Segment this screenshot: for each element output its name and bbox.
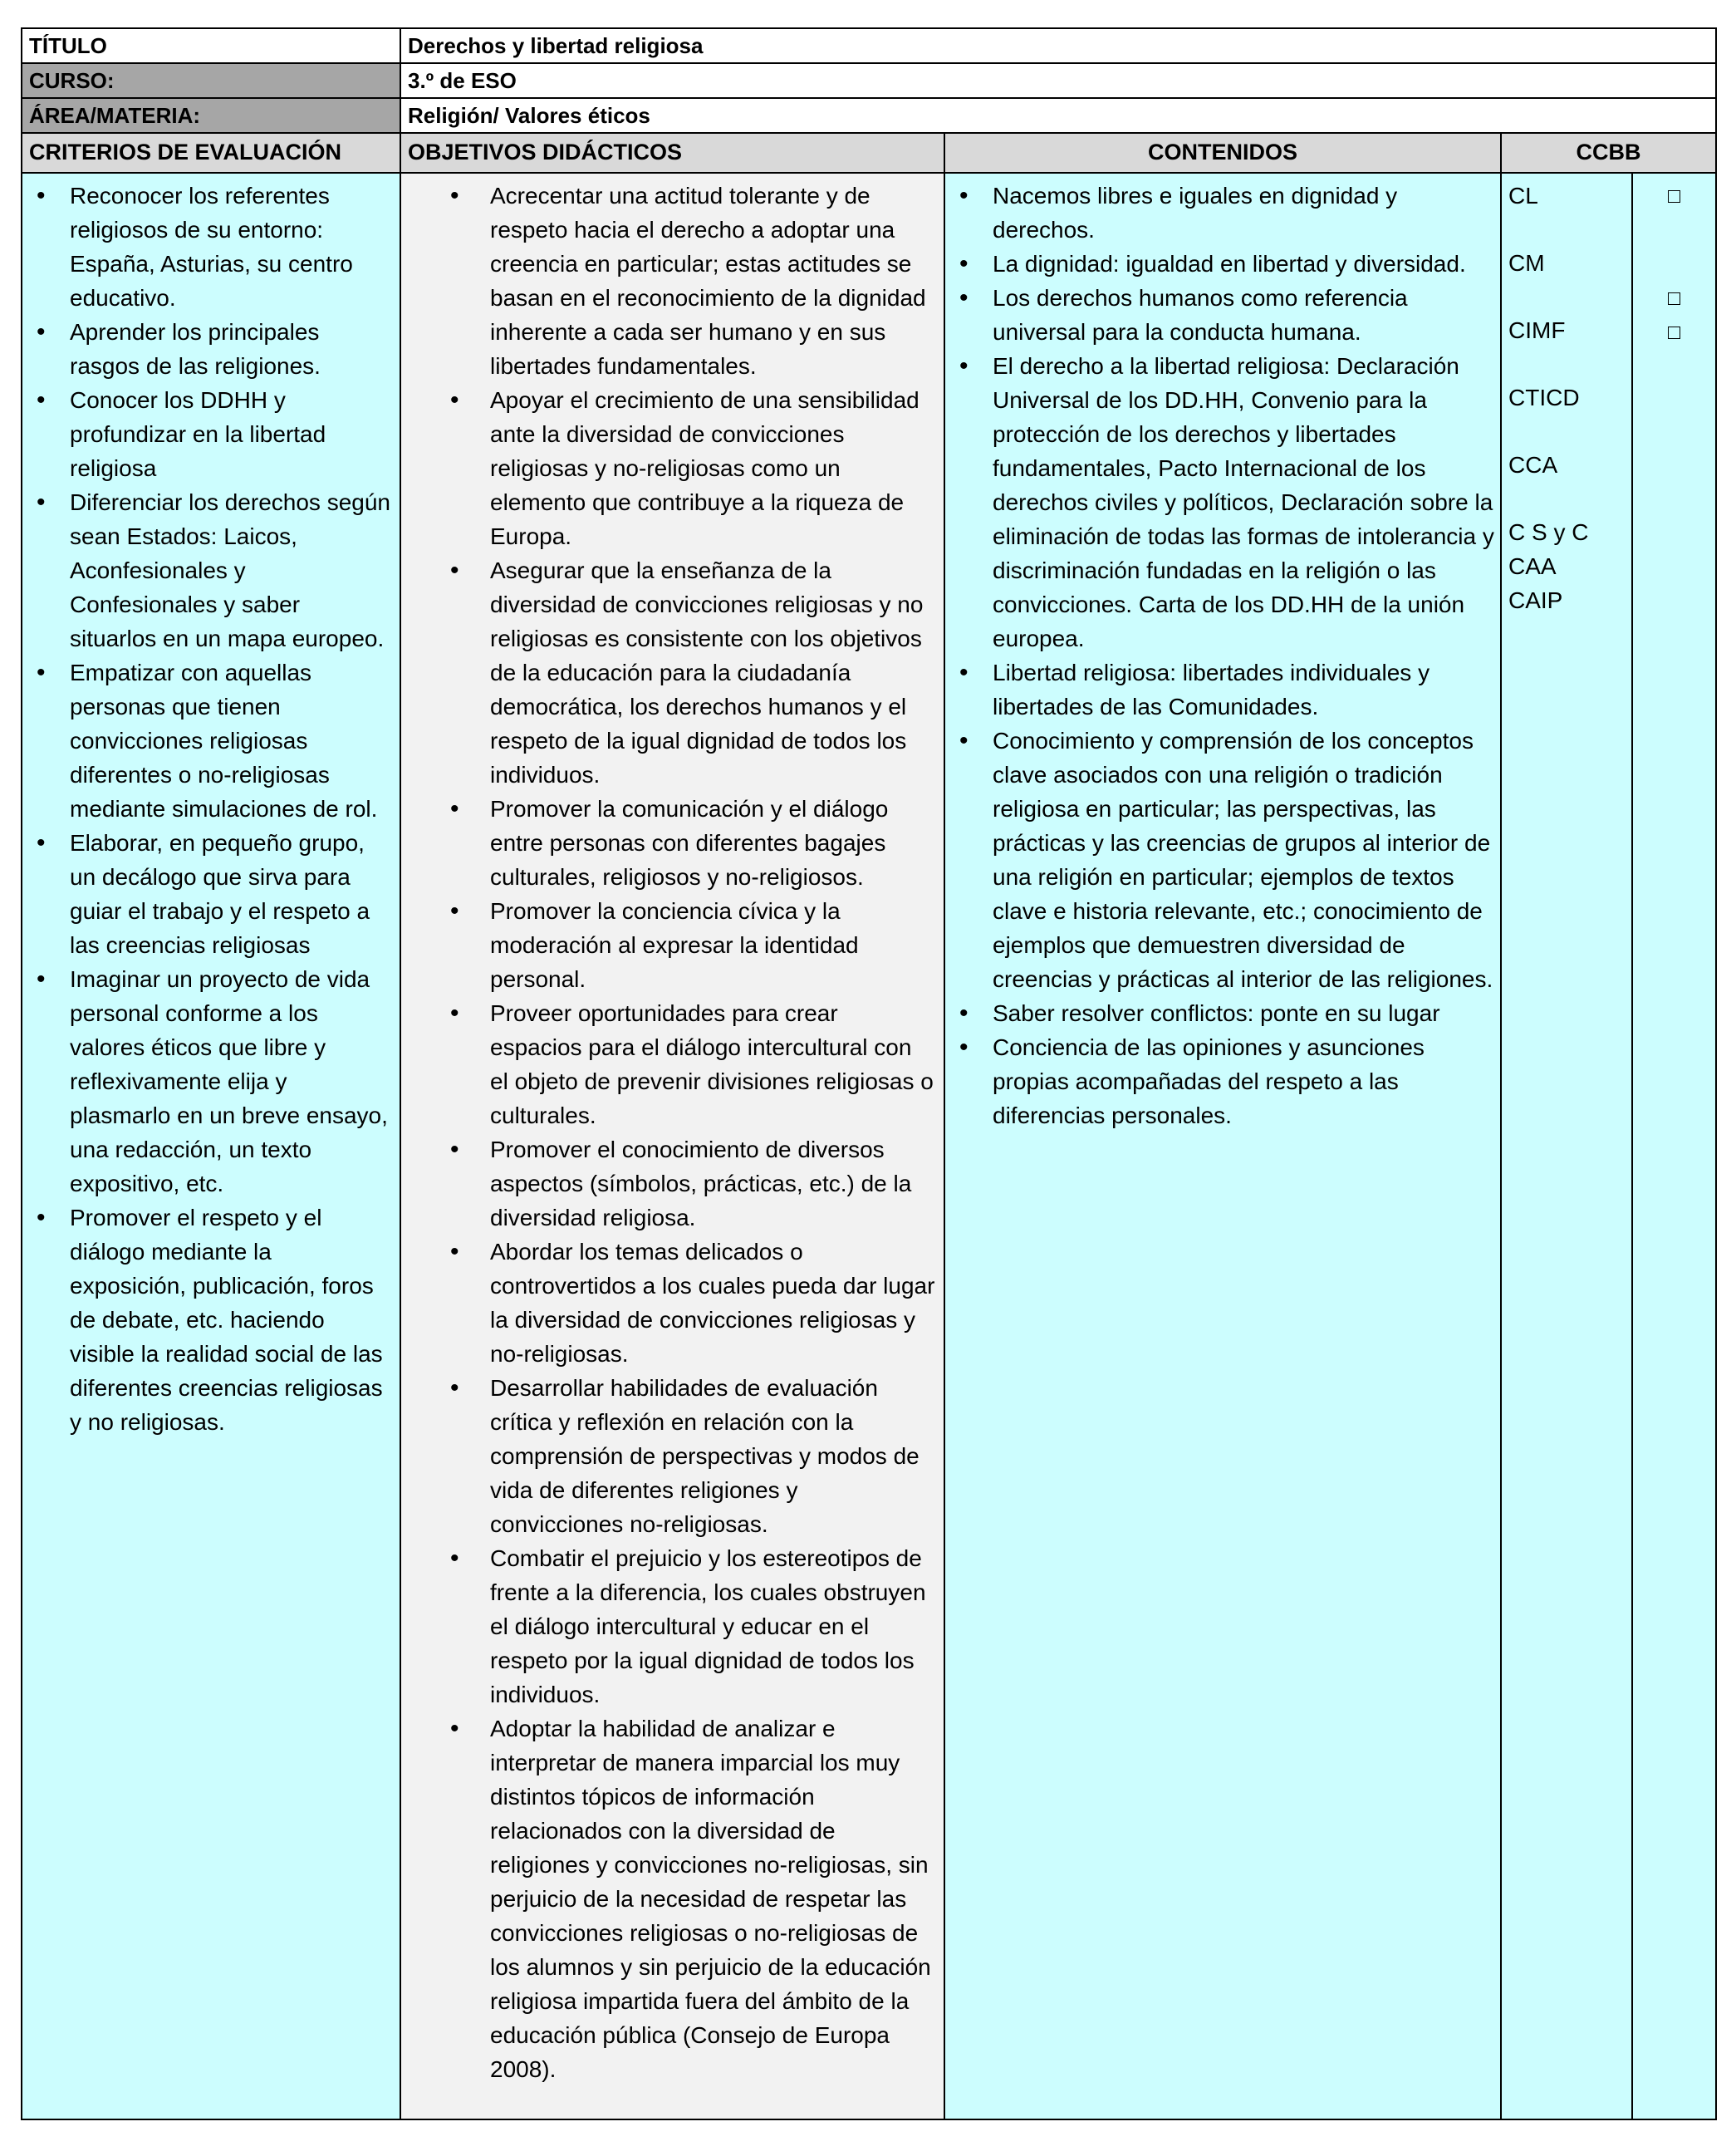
checkbox-square-icon	[1633, 179, 1715, 213]
checkbox-square-icon	[1633, 315, 1715, 349]
header-objetivos: OBJETIVOS DIDÁCTICOS	[400, 133, 944, 173]
criterio-item: • Imaginar un proyecto de vida personal conforme a los valores éticos que libre y reflexivamente elija y plasmarlo en un breve ensayo, una redacción, un texto expositivo, etc.	[70, 962, 391, 1201]
header-criterios: CRITERIOS DE EVALUACIÓN	[22, 133, 400, 173]
criterio-item: • Conocer los DDHH y profundizar en la libertad religiosa	[70, 383, 391, 485]
contenido-item: • El derecho a la libertad religiosa: Declaración Universal de los DD.HH, Convenio para la protección de los derechos y libertades fundamentales, Pacto Internacional de los derechos civiles y políticos, Declaración sobre la eliminación de todas las formas de intolerancia y discriminación fundadas en la religión o las convicciones. Carta de los DD.HH de la unión europea.	[993, 349, 1495, 656]
objetivo-item: • Apoyar el crecimiento de una sensibilidad ante la diversidad de convicciones religiosas y no-religiosas como un elemento que contribuye a la riqueza de Europa.	[490, 383, 935, 553]
area-value: Religión/ Valores éticos	[400, 98, 1716, 133]
area-label: ÁREA/MATERIA:	[22, 98, 400, 133]
contenidos-list	[945, 174, 1500, 1132]
contenido-item: • La dignidad: igualdad en libertad y diversidad.	[993, 247, 1495, 281]
ccbb-list	[1502, 174, 1631, 617]
ccbb-cl: CL	[1508, 183, 1538, 209]
checkbox-spacer	[1633, 247, 1715, 281]
ccbb-cticd: CTICD	[1508, 385, 1580, 410]
header-ccbb: CCBB	[1501, 133, 1716, 173]
ccbb-cca: CCA	[1508, 452, 1558, 478]
criterio-item: • Empatizar con aquellas personas que tienen convicciones religiosas diferentes o no-religiosas mediante simulaciones de rol.	[70, 656, 391, 826]
objetivo-item: • Promover la conciencia cívica y la moderación al expresar la identidad personal.	[490, 894, 935, 996]
lesson-plan-table	[21, 27, 1717, 2120]
titulo-row	[22, 28, 1716, 63]
objetivo-item: • Promover la comunicación y el diálogo entre personas con diferentes bagajes culturales, religiosos y no-religiosos.	[490, 792, 935, 894]
objetivo-item: • Adoptar la habilidad de analizar e interpretar de manera imparcial los muy distintos tópicos de información relacionados con la diversidad de religiones y convicciones no-religiosas, sin perjuicio de la necesidad de respetar las convicciones religiosas o no-religiosas de los alumnos y sin perjuicio de la educación religiosa impartida fuera del ámbito de la educación pública (Consejo de Europa 2008).	[490, 1712, 935, 2086]
objetivo-item: • Asegurar que la enseñanza de la diversidad de convicciones religiosas y no religiosas es consistente con los objetivos de la educación para la ciudadanía democrática, los derechos humanos y el respeto de la igual dignidad de todos los individuos.	[490, 553, 935, 792]
content-row	[22, 173, 1716, 2119]
criterio-item: • Reconocer los referentes religiosos de su entorno: España, Asturias, su centro educativo.	[70, 179, 391, 315]
area-row	[22, 98, 1716, 133]
checkbox-cell	[1632, 173, 1716, 2119]
objetivo-item: • Promover el conocimiento de diversos aspectos (símbolos, prácticas, etc.) de la diversidad religiosa.	[490, 1132, 935, 1235]
header-contenidos: CONTENIDOS	[944, 133, 1501, 173]
objetivo-item: • Proveer oportunidades para crear espacios para el diálogo intercultural con el objeto de prevenir divisiones religiosas o culturales.	[490, 996, 935, 1132]
criterio-item: • Promover el respeto y el diálogo mediante la exposición, publicación, foros de debate, etc. haciendo visible la realidad social de las diferentes creencias religiosas y no religiosas.	[70, 1201, 391, 1439]
criterio-item: • Elaborar, en pequeño grupo, un decálogo que sirva para guiar el trabajo y el respeto a las creencias religiosas	[70, 826, 391, 962]
objetivo-item: • Combatir el prejuicio y los estereotipos de frente a la diferencia, los cuales obstruyen el diálogo intercultural y educar en el respeto por la igual dignidad de todos los individuos.	[490, 1541, 935, 1712]
contenido-item: • Libertad religiosa: libertades individuales y libertades de las Comunidades.	[993, 656, 1495, 724]
curso-label: CURSO:	[22, 63, 400, 98]
ccbb-csyc: C S y C	[1508, 519, 1589, 545]
column-header-row	[22, 133, 1716, 173]
titulo-value: Derechos y libertad religiosa	[400, 28, 1716, 63]
contenido-item: • Conocimiento y comprensión de los conceptos clave asociados con una religión o tradición religiosa en particular; las perspectivas, las prácticas y las creencias de grupos al interior de una religión en particular; ejemplos de textos clave e historia relevante, etc.; conocimiento de ejemplos que demuestren diversidad de creencias y prácticas al interior de las religiones.	[993, 724, 1495, 996]
contenido-item: • Nacemos libres e iguales en dignidad y derechos.	[993, 179, 1495, 247]
criterios-cell	[22, 173, 400, 2119]
ccbb-cm: CM	[1508, 250, 1545, 276]
contenidos-cell	[944, 173, 1501, 2119]
objetivos-cell	[400, 173, 944, 2119]
contenido-item: • Los derechos humanos como referencia universal para la conducta humana.	[993, 281, 1495, 349]
objetivo-item: • Desarrollar habilidades de evaluación crítica y reflexión en relación con la comprensión de perspectivas y modos de vida de diferentes religiones y convicciones no-religiosas.	[490, 1371, 935, 1541]
ccbb-cell	[1501, 173, 1632, 2119]
titulo-label: TÍTULO	[22, 28, 400, 63]
ccbb-caip: CAIP	[1508, 587, 1563, 613]
objetivo-item: • Acrecentar una actitud tolerante y de respeto hacia el derecho a adoptar una creencia en particular; estas actitudes se basan en el reconocimiento de la dignidad inherente a cada ser humano y en sus libertades fundamentales.	[490, 179, 935, 383]
criterio-item: • Diferenciar los derechos según sean Estados: Laicos, Aconfesionales y Confesionales y saber situarlos en un mapa europeo.	[70, 485, 391, 656]
document-sheet	[21, 27, 1715, 2134]
checkbox-column	[1633, 174, 1715, 349]
ccbb-caa: CAA	[1508, 553, 1557, 579]
curso-row	[22, 63, 1716, 98]
ccbb-cimf: CIMF	[1508, 317, 1566, 343]
curso-value: 3.º de ESO	[400, 63, 1716, 98]
objetivos-list	[401, 174, 944, 2086]
checkbox-spacer	[1633, 213, 1715, 247]
criterio-item: • Aprender los principales rasgos de las religiones.	[70, 315, 391, 383]
objetivo-item: • Abordar los temas delicados o controvertidos a los cuales pueda dar lugar la diversidad de convicciones religiosas y no-religiosas.	[490, 1235, 935, 1371]
checkbox-square-icon	[1633, 281, 1715, 315]
contenido-item: • Conciencia de las opiniones y asunciones propias acompañadas del respeto a las diferencias personales.	[993, 1030, 1495, 1132]
contenido-item: • Saber resolver conflictos: ponte en su lugar	[993, 996, 1495, 1030]
criterios-list	[22, 174, 400, 1439]
